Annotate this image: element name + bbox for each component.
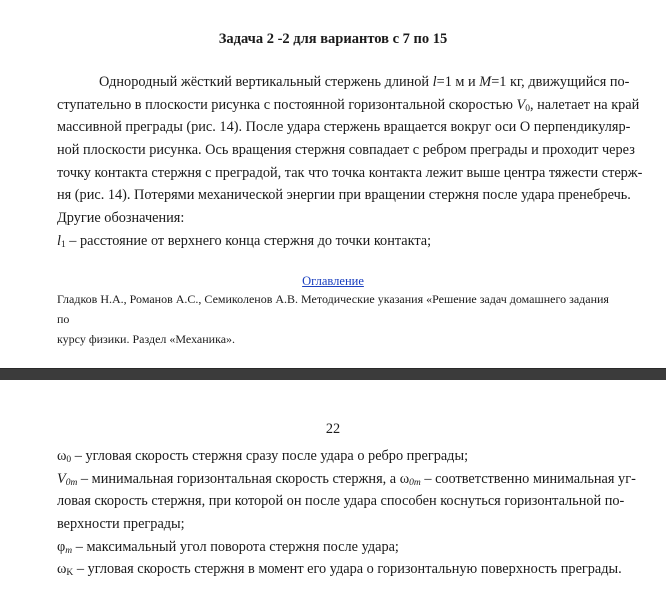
text-line: массивной преграды (рис. 14). После удара стержень вращается вокруг оси O перпендикуляр- <box>57 119 631 136</box>
text-line: точку контакта стержня с преградой, так что точка контакта лежит выше центра тяжести стерж- <box>57 164 643 181</box>
footnote <box>57 289 610 349</box>
footnote-line: курсу физики. Раздел «Механика». <box>57 332 236 346</box>
definition-item: $\omega_0$ – угловая скорость стержня сразу после удара о ребро преграды; <box>57 448 469 465</box>
definition-item: $V_{0m}$ – минимальная горизонтальная скорость стержня, а $\omega_{0m}$ – соответственно минимальная уг- <box>57 470 636 488</box>
table-of-contents-link[interactable]: Оглавление <box>302 274 364 288</box>
page-number: 22 <box>325 421 341 437</box>
problem-statement <box>57 71 643 253</box>
text-line: верхности преграды; <box>57 516 185 533</box>
text-line: ступательно в плоскости рисунка с постоянной горизонтальной скоростью $V_0$, налетает на край <box>57 96 640 114</box>
text-line: $l_1$ – расстояние от верхнего конца стержня до точки контакта; <box>57 232 432 250</box>
text-line: ловая скорость стержня, при которой он после удара способен коснуться горизонтальной по- <box>57 493 625 510</box>
text-line: ной плоскости рисунка. Ось вращения стержня совпадает с ребром преграды и проходит через <box>57 142 635 159</box>
text-line: Другие обозначения: <box>57 210 185 227</box>
definitions-list <box>57 445 636 581</box>
definition-item: $\omega_K$ – угловая скорость стержня в момент его удара о горизонтальную поверхность преграды. <box>57 561 622 579</box>
definition-item: $\varphi_m$ – максимальный угол поворота стержня после удара; <box>57 538 399 556</box>
text-line: Однородный жёсткий вертикальный стержень длиной l=1 м и M=1 кг, движущийся по- <box>99 74 630 90</box>
footnote-line: Гладков Н.А., Романов А.С., Семиколенов А.В. Методические указания «Решение задач домашнего задания по <box>57 292 609 326</box>
text-line: ня (рис. 14). Потерями механической энергии при вращении стержня после удара пренебречь. <box>57 187 631 204</box>
problem-title: Задача 2 -2 для вариантов с 7 по 15 <box>218 31 448 47</box>
